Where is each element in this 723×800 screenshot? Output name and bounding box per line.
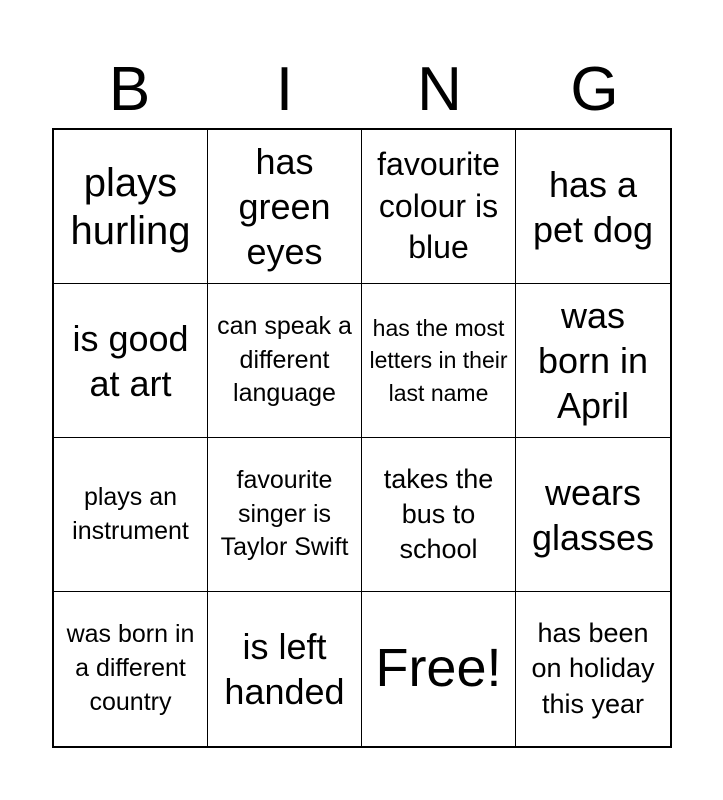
bingo-cell[interactable] bbox=[54, 592, 208, 746]
header-letter-b: B bbox=[108, 55, 151, 124]
cell-label: wears glasses bbox=[531, 471, 655, 558]
bingo-cell[interactable] bbox=[208, 592, 362, 746]
bingo-grid bbox=[52, 128, 672, 748]
bingo-cell[interactable] bbox=[516, 284, 670, 438]
cell-label: plays hurling bbox=[70, 160, 191, 253]
bingo-cell[interactable] bbox=[516, 592, 670, 746]
bingo-cell[interactable] bbox=[54, 438, 208, 592]
cell-label: plays an instrument bbox=[72, 482, 189, 545]
bingo-cell[interactable] bbox=[516, 130, 670, 284]
cell-label: has been on holiday this year bbox=[531, 618, 655, 719]
bingo-cell[interactable] bbox=[362, 284, 516, 438]
cell-label: is left handed bbox=[224, 626, 345, 712]
cell-label: favourite singer is Taylor Swift bbox=[220, 465, 349, 562]
bingo-cell[interactable] bbox=[208, 130, 362, 284]
cell-label: takes the bus to school bbox=[383, 463, 494, 565]
cell-label: has green eyes bbox=[238, 141, 331, 272]
cell-label: favourite colour is blue bbox=[377, 146, 500, 266]
header-letter-i: I bbox=[275, 55, 294, 124]
bingo-cell[interactable] bbox=[54, 130, 208, 284]
bingo-cell[interactable] bbox=[54, 284, 208, 438]
bingo-cell[interactable] bbox=[362, 130, 516, 284]
header-letter-g: G bbox=[570, 55, 619, 124]
cell-label: has the most letters in their last name bbox=[369, 315, 508, 406]
cell-label: has a pet dog bbox=[532, 163, 654, 250]
bingo-header bbox=[52, 52, 672, 128]
bingo-cell[interactable] bbox=[516, 438, 670, 592]
bingo-cell-free[interactable] bbox=[362, 592, 516, 746]
free-space-label: Free! bbox=[375, 638, 502, 699]
bingo-cell[interactable] bbox=[362, 438, 516, 592]
header-letter-n: N bbox=[417, 55, 462, 124]
cell-label: was born in a different country bbox=[66, 620, 195, 716]
bingo-cell[interactable] bbox=[208, 438, 362, 592]
cell-label: is good at art bbox=[72, 317, 189, 404]
bingo-cell[interactable] bbox=[208, 284, 362, 438]
cell-label: was born in April bbox=[537, 295, 649, 426]
cell-label: can speak a different language bbox=[217, 311, 352, 408]
